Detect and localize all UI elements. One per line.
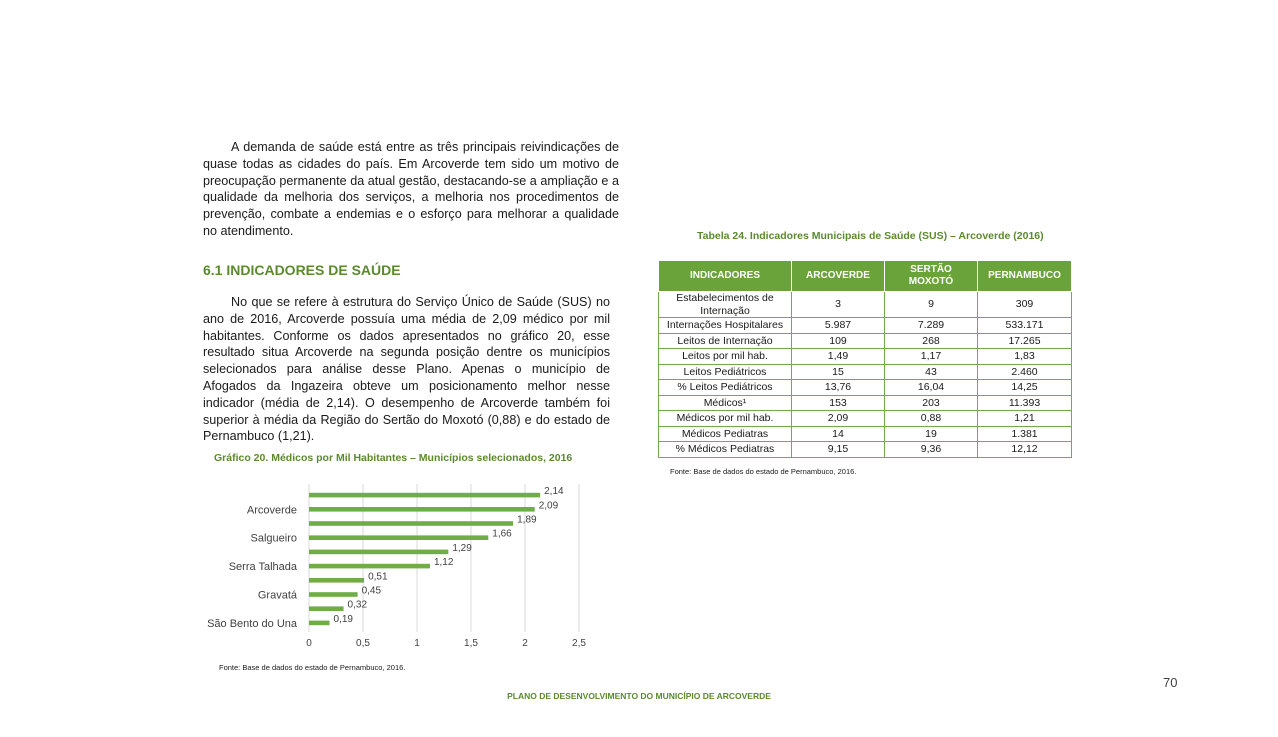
table-cell: 16,04	[885, 380, 978, 396]
table-caption: Tabela 24. Indicadores Municipais de Saúde (SUS) – Arcoverde (2016)	[697, 230, 1044, 242]
table-cell: 11.393	[978, 395, 1072, 411]
table-row	[659, 333, 1072, 349]
table-row	[659, 442, 1072, 458]
x-tick-label: 1,5	[464, 638, 478, 649]
table-cell: 9,15	[792, 442, 885, 458]
header-indicadores: INDICADORES	[659, 261, 792, 292]
table-cell: 309	[978, 292, 1072, 318]
table-row	[659, 349, 1072, 365]
table-cell: Internações Hospitalares	[659, 318, 792, 334]
category-label: São Bento do Una	[207, 617, 297, 630]
data-label: 1,89	[517, 514, 537, 526]
table-cell: 12,12	[978, 442, 1072, 458]
table-cell: 1,83	[978, 349, 1072, 365]
data-label: 1,29	[452, 542, 472, 554]
table-cell: 0,88	[885, 411, 978, 427]
table-cell: Leitos Pediátricos	[659, 364, 792, 380]
table-cell: % Leitos Pediátricos	[659, 380, 792, 396]
body-paragraph: No que se refere à estrutura do Serviço Único de Saúde (SUS) no ano de 2016, Arcoverde possuía uma média de 2,09 médico por mil habitantes. Conforme os dados apresentados no gráfico 20, esse resultado situa Arcoverde na segunda posição dentre os municípios selecionados para análise desse Plano. Apenas o município de Afogados da Ingazeira obteve um posicionamento melhor nesse indicador (média de 2,14). O desempenho de Arcoverde também foi superior à média da Região do Sertão do Moxotó (0,88) e do estado de Pernambuco (1,21).	[203, 295, 610, 444]
table-row	[659, 318, 1072, 334]
table-cell: 14,25	[978, 380, 1072, 396]
bar	[309, 493, 540, 498]
data-label: 1,12	[433, 557, 454, 569]
table-row	[659, 426, 1072, 442]
chart-source: Fonte: Base de dados do estado de Pernambuco, 2016.	[219, 663, 406, 672]
bar	[309, 535, 488, 540]
page-footer: PLANO DE DESENVOLVIMENTO DO MUNICÍPIO DE ARCOVERDE	[507, 691, 771, 701]
x-tick-label: 0,5	[356, 638, 370, 649]
bar	[309, 578, 364, 583]
table-cell: 203	[885, 395, 978, 411]
header-pernambuco: PERNAMBUCO	[978, 261, 1072, 292]
header-sertao-moxoto: SERTÃO MOXOTÓ	[885, 261, 978, 292]
x-tick-label: 0	[306, 638, 312, 649]
bar	[309, 564, 430, 569]
table-cell: 2.460	[978, 364, 1072, 380]
data-label: 1,66	[492, 528, 512, 540]
table-cell: Médicos¹	[659, 395, 792, 411]
bar	[309, 550, 448, 555]
data-label: 2,09	[538, 500, 559, 512]
table-cell: 109	[792, 333, 885, 349]
table-cell: Leitos por mil hab.	[659, 349, 792, 365]
x-tick-label: 2,5	[572, 638, 586, 649]
table-cell: 7.289	[885, 318, 978, 334]
bar	[309, 521, 513, 526]
chart-caption: Gráfico 20. Médicos por Mil Habitantes – Municípios selecionados, 2016	[214, 452, 573, 464]
table-cell: 17.265	[978, 333, 1072, 349]
table-cell: 14	[792, 426, 885, 442]
table-cell: Médicos Pediatras	[659, 426, 792, 442]
table-cell: 268	[885, 333, 978, 349]
table-cell: 1.381	[978, 426, 1072, 442]
data-label: 0,45	[361, 585, 382, 597]
table-source: Fonte: Base de dados do estado de Pernambuco, 2016.	[670, 467, 857, 476]
bar-chart	[195, 482, 595, 652]
table-header-row	[659, 261, 1072, 292]
table-cell: 13,76	[792, 380, 885, 396]
category-label: Arcoverde	[246, 504, 297, 517]
category-label: Gravatá	[257, 589, 297, 602]
table-cell: 1,17	[885, 349, 978, 365]
bar	[309, 507, 535, 512]
intro-paragraph: A demanda de saúde está entre as três principais reivindicações de quase todas as cidades do país. Em Arcoverde tem sido um motivo de preocupação permanente da atual gestão, destacando-se a ampliação e a qualidade da melhoria dos serviços, a melhoria nos procedimentos de prevenção, combate a endemias e o esforço para melhorar a qualidade no atendimento.	[203, 140, 619, 238]
data-label: 2,14	[544, 486, 564, 498]
table-cell: 2,09	[792, 411, 885, 427]
category-label: Serra Talhada	[228, 561, 297, 574]
page-number: 70	[1163, 675, 1178, 690]
header-arcoverde: ARCOVERDE	[792, 261, 885, 292]
data-label: 0,19	[333, 613, 353, 625]
table-cell: 9	[885, 292, 978, 318]
table-cell: % Médicos Pediatras	[659, 442, 792, 458]
table-cell: 19	[885, 426, 978, 442]
table-cell: 533.171	[978, 318, 1072, 334]
table-cell: 1,49	[792, 349, 885, 365]
table-cell: Leitos de Internação	[659, 333, 792, 349]
x-tick-label: 1	[414, 638, 420, 649]
table-cell: 153	[792, 395, 885, 411]
table-cell: 1,21	[978, 411, 1072, 427]
table-cell: 5.987	[792, 318, 885, 334]
table-row	[659, 364, 1072, 380]
data-label: 0,51	[368, 571, 388, 583]
table-cell: 9,36	[885, 442, 978, 458]
section-title: 6.1 INDICADORES DE SAÚDE	[203, 262, 401, 278]
table-cell: Médicos por mil hab.	[659, 411, 792, 427]
category-label: Salgueiro	[250, 532, 297, 545]
x-tick-label: 2	[522, 638, 528, 649]
table-row	[659, 411, 1072, 427]
table-row	[659, 395, 1072, 411]
bar	[309, 621, 330, 626]
bar	[309, 592, 358, 597]
table-cell: Estabelecimentos de Internação	[659, 292, 792, 318]
table-cell: 43	[885, 364, 978, 380]
table-row	[659, 380, 1072, 396]
data-label: 0,32	[347, 599, 368, 611]
table-cell: 3	[792, 292, 885, 318]
indicators-table	[658, 260, 1072, 458]
table-cell: 15	[792, 364, 885, 380]
bar	[309, 606, 344, 611]
table-row	[659, 292, 1072, 318]
